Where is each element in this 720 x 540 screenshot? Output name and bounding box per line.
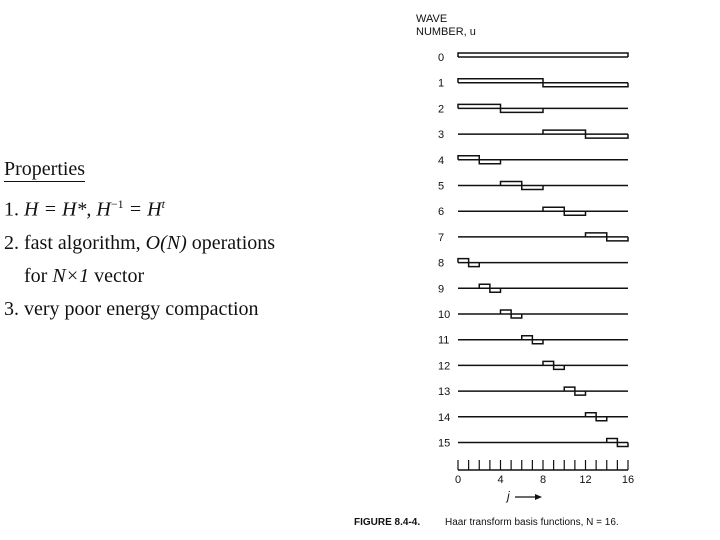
property-text: for bbox=[24, 264, 53, 287]
basis-function-u11 bbox=[438, 335, 628, 347]
basis-function-u15 bbox=[438, 438, 628, 450]
wave-number-label: 13 bbox=[438, 386, 451, 399]
basis-function-u14 bbox=[438, 412, 628, 424]
property-formula-exp1: −1 bbox=[110, 197, 124, 211]
basis-function-u4 bbox=[438, 155, 628, 167]
wave-number-label: 5 bbox=[438, 180, 445, 193]
wave-number-label: 7 bbox=[438, 231, 445, 244]
axis-title-line2: NUMBER, u bbox=[416, 26, 476, 38]
property-number: 1. bbox=[4, 198, 19, 221]
basis-function-u10 bbox=[438, 309, 628, 321]
property-number: 3. bbox=[4, 297, 19, 320]
wave-number-label: 15 bbox=[438, 437, 451, 450]
basis-function-u3 bbox=[438, 129, 628, 141]
caption-text: Haar transform basis functions, N = 16. bbox=[445, 517, 619, 528]
x-axis bbox=[455, 460, 634, 486]
basis-rows bbox=[438, 52, 628, 450]
basis-function-u1 bbox=[438, 78, 628, 90]
wave-number-label: 3 bbox=[438, 129, 445, 142]
basis-function-u13 bbox=[438, 386, 628, 398]
property-text: operations bbox=[186, 231, 276, 254]
x-tick-label: 4 bbox=[497, 474, 504, 486]
property-formula-b: = H bbox=[123, 198, 162, 221]
basis-function-u5 bbox=[438, 181, 628, 193]
properties-title: Properties bbox=[4, 158, 86, 180]
basis-function-u0 bbox=[438, 52, 628, 64]
wave-number-label: 9 bbox=[438, 283, 445, 296]
wave-number-label: 10 bbox=[438, 309, 451, 321]
wave-number-label: 11 bbox=[438, 334, 450, 347]
property-formula-a: H = H*, H bbox=[24, 198, 111, 221]
wave-number-label: 4 bbox=[438, 154, 445, 167]
x-tick-label: 0 bbox=[454, 474, 462, 486]
basis-function-u8 bbox=[438, 258, 628, 270]
x-tick-label: 8 bbox=[539, 474, 547, 486]
basis-function-u6 bbox=[438, 206, 628, 218]
wave-number-label: 1 bbox=[438, 77, 445, 90]
wave-number-label: 0 bbox=[438, 52, 445, 64]
basis-function-u2 bbox=[438, 103, 628, 115]
caption-figure-number: FIGURE 8.4-4. bbox=[354, 517, 421, 528]
basis-function-u12 bbox=[438, 360, 628, 372]
property-math: O(N) bbox=[145, 231, 187, 254]
wave-number-label: 12 bbox=[438, 360, 451, 373]
basis-function-u7 bbox=[438, 232, 628, 244]
property-text: vector bbox=[89, 264, 145, 287]
property-number: 2. bbox=[4, 231, 19, 254]
basis-function-u9 bbox=[438, 283, 628, 295]
x-tick-label: 12 bbox=[579, 474, 592, 486]
wave-number-label: 2 bbox=[438, 103, 445, 116]
property-math: N×1 bbox=[52, 264, 90, 287]
x-tick-label: 16 bbox=[621, 474, 635, 486]
property-text: fast algorithm, bbox=[24, 231, 146, 254]
wave-number-label: 6 bbox=[438, 206, 445, 219]
property-text: very poor energy compaction bbox=[24, 297, 259, 320]
wave-number-label: 14 bbox=[438, 411, 451, 424]
axis-title-line1: WAVE bbox=[416, 13, 448, 25]
x-axis-arrow bbox=[515, 494, 542, 500]
x-axis-label: j bbox=[507, 489, 510, 503]
property-formula-exp2: t bbox=[161, 197, 165, 211]
wave-number-label: 8 bbox=[438, 257, 445, 270]
